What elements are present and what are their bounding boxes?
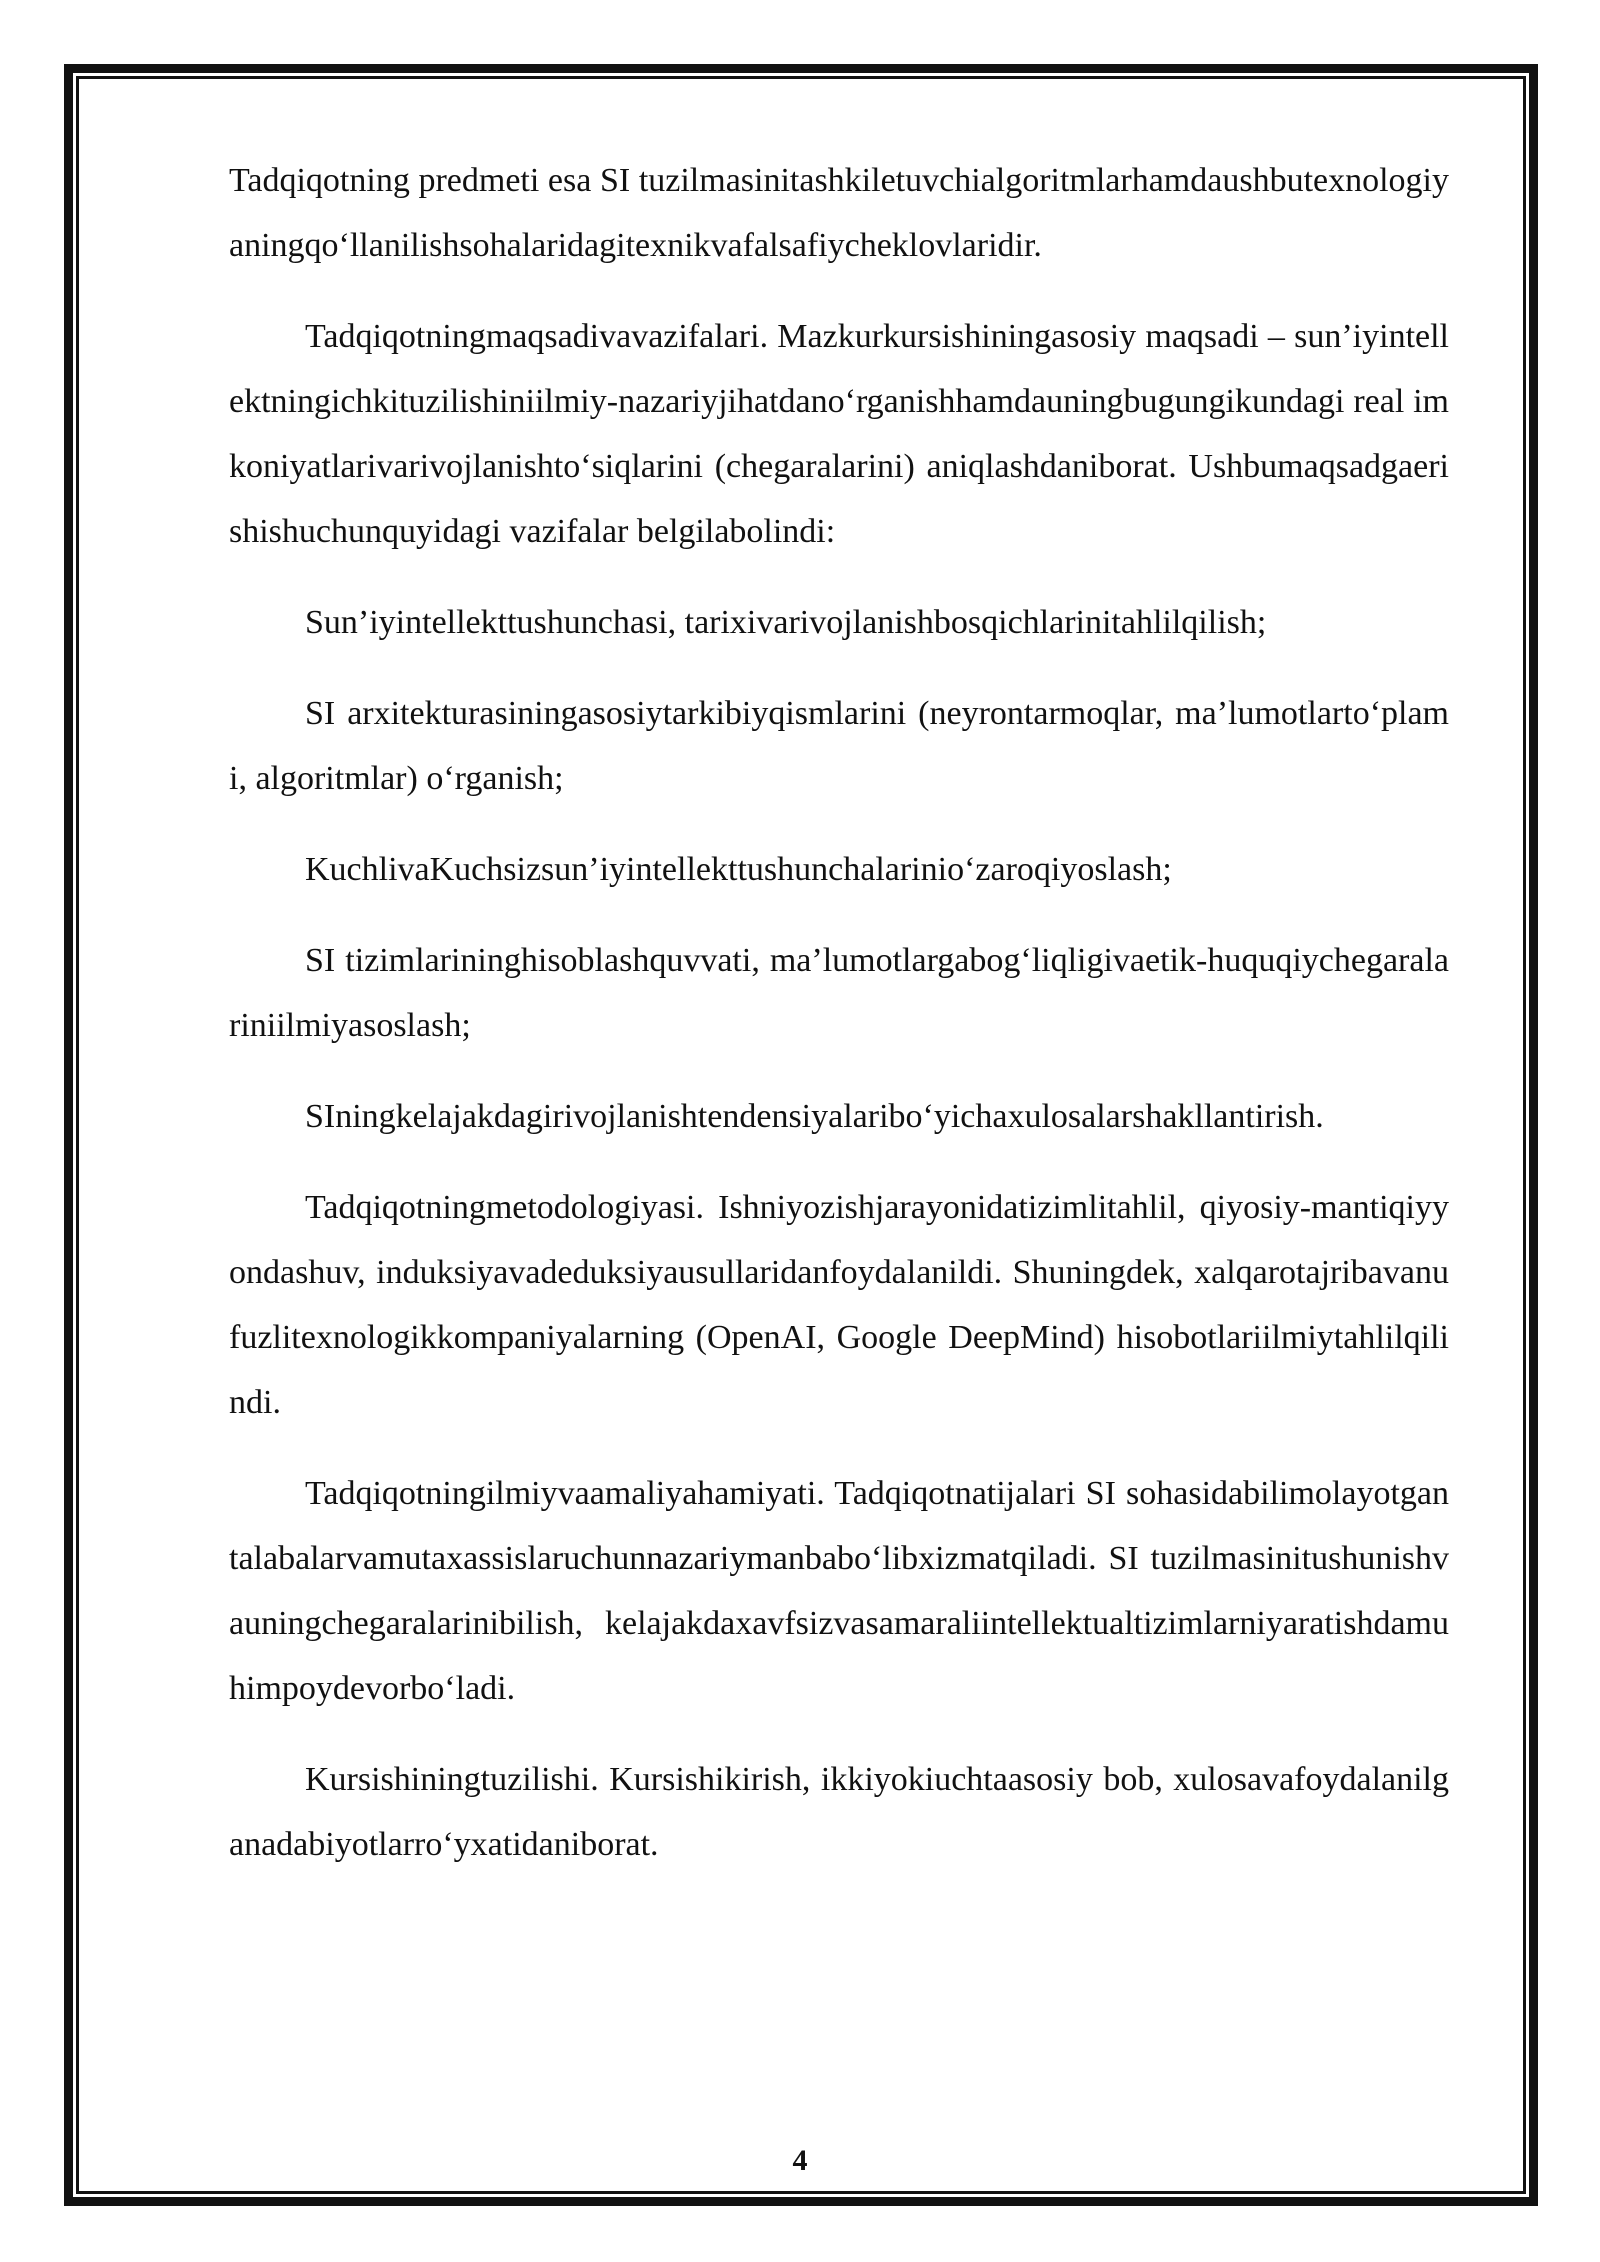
paragraph-methodology: Tadqiqotningmetodologiyasi. Ishniyozishjarayonidatizimlitahlil, qiyosiy-mantiqiyyondashuv, induksiyavadeduksiyausullaridanfoydalanildi. Shuningdek, xalqarotajribavanufuzlitexnologikkompaniyalarning (OpenAI, Google DeepMind) hisobotlariilmiytahlilqilindi.	[229, 1189, 1449, 1421]
paragraph-structure: Kursishiningtuzilishi. Kursishikirish, ikkiyokiuchtaasosiy bob, xulosavafoydalanilganadabiyotlarro‘yxatidaniborat.	[229, 1761, 1449, 1863]
paragraph-task-3: KuchlivaKuchsizsun’iyintellekttushunchalarinio‘zaroqiyoslash;	[305, 851, 1172, 888]
paragraph-task-2: SI arxitekturasiningasosiytarkibiyqismlarini (neyrontarmoqlar, ma’lumotlarto‘plami, algoritmlar) o‘rganish;	[229, 695, 1449, 797]
page-body	[229, 148, 1449, 1903]
paragraph-task-4: SI tizimlarininghisoblashquvvati, ma’lumotlargabog‘liqligivaetik-huquqiychegaralariniilmiyasoslash;	[229, 942, 1449, 1044]
paragraph-task-5: SIningkelajakdagirivojlanishtendensiyalaribo‘yichaxulosalarshakllantirish.	[305, 1098, 1324, 1135]
paragraph-significance: Tadqiqotningilmiyvaamaliyahamiyati. Tadqiqotnatijalari SI sohasidabilimolayotgantalabalarvamutaxassislaruchunnazariymanbabo‘libxizmatqiladi. SI tuzilmasinitushunishvauningchegaralarinibilish, kelajakdaxavfsizvasamaraliintellektualtizimlarniyaratishdamuhimpoydevorbo‘ladi.	[229, 1475, 1449, 1707]
page-number: 4	[792, 2144, 808, 2177]
paragraph-aims-and-tasks: Tadqiqotningmaqsadivavazifalari. Mazkurkursishiningasosiy maqsadi – sun’iyintellektningichkituzilishiniilmiy-nazariyjihatdano‘rganishhamdauningbugungikundagi real imkoniyatlarivarivojlanishto‘siqlarini (chegaralarini) aniqlashdaniborat. Ushbumaqsadgaerishishuchunquyidagi vazifalar belgilabolindi:	[229, 318, 1449, 550]
paragraph-research-subject: Tadqiqotning predmeti esa SI tuzilmasinitashkiletuvchialgoritmlarhamdaushbutexnologiyaningqo‘llanilishsohalaridagitexnikvafalsafiycheklovlaridir.	[229, 162, 1449, 264]
paragraph-task-1: Sun’iyintellekttushunchasi, tarixivarivojlanishbosqichlarinitahlilqilish;	[305, 604, 1267, 641]
